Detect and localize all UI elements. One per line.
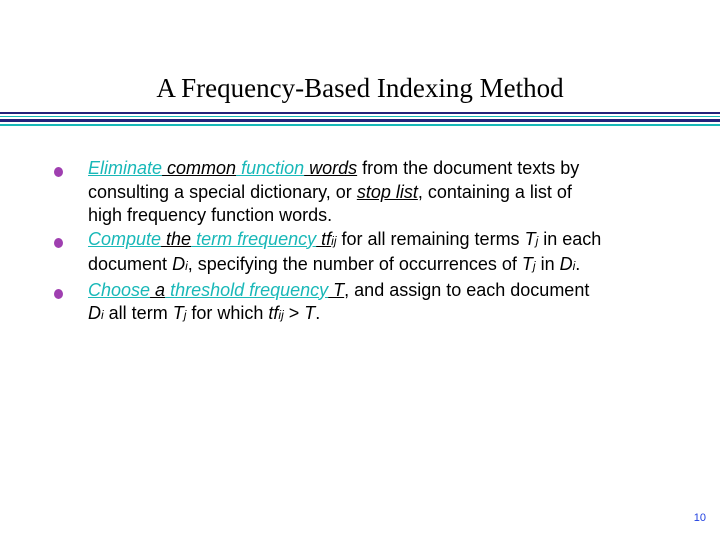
- text: , specifying the number of occurrences of: [187, 254, 522, 274]
- bullet-dot-icon: [54, 289, 63, 299]
- bullet-2-line-2: [88, 253, 694, 279]
- keyword-term-frequency: term frequency: [191, 228, 317, 249]
- text: for all remaining terms: [336, 228, 525, 249]
- keyword-compute: Compute: [88, 228, 162, 249]
- subscript: j: [183, 308, 187, 322]
- keyword-threshold-frequency: threshold frequency: [165, 279, 329, 300]
- keyword-common: common: [162, 158, 237, 178]
- bullet-1-line-1: [88, 157, 694, 181]
- text: .: [315, 303, 321, 323]
- text: document: [88, 254, 173, 274]
- rule-dark-1: [0, 112, 720, 114]
- page-number: 10: [693, 512, 706, 524]
- keyword-choose: Choose: [88, 279, 151, 300]
- text: consulting a special dictionary, or: [88, 181, 357, 202]
- subscript: j: [535, 233, 539, 248]
- rule-teal-2: [0, 124, 720, 126]
- keyword-a: a: [150, 279, 166, 300]
- slide-title: A Frequency-Based Indexing Method: [156, 73, 564, 103]
- text: .: [575, 254, 581, 274]
- keyword-T: T: [328, 279, 345, 300]
- text: from the document texts by: [357, 158, 580, 178]
- symbol-D: D: [172, 254, 186, 274]
- text: all term: [103, 303, 173, 323]
- symbol-T: T: [172, 303, 184, 323]
- symbol-D: D: [88, 303, 101, 323]
- bullet-dot-icon: [54, 167, 63, 177]
- text: in: [535, 254, 560, 274]
- bullet-item-choose: [54, 279, 694, 328]
- text: , and assign to each document: [344, 279, 590, 300]
- bullet-1-line-2: [88, 181, 694, 205]
- symbol-T: T: [521, 254, 533, 274]
- bullet-3-line-2: [88, 302, 694, 328]
- subscript: j: [532, 259, 536, 273]
- keyword-eliminate: Eliminate: [88, 158, 163, 178]
- bullet-list: [54, 157, 694, 328]
- keyword-stop-list: stop list: [356, 181, 418, 202]
- symbol-tf: tf: [268, 303, 279, 323]
- text: for which: [186, 303, 269, 323]
- subscript: i: [572, 259, 576, 273]
- text: , containing a list of: [417, 181, 572, 202]
- rule-dark-2: [0, 119, 720, 122]
- subscript: i: [185, 259, 188, 273]
- keyword-the: the: [161, 228, 192, 249]
- subscript: i: [101, 308, 104, 322]
- bullet-dot-icon: [54, 238, 63, 248]
- symbol-T: T: [524, 228, 536, 249]
- rule-teal-1: [0, 116, 720, 117]
- bullet-item-eliminate: [54, 157, 694, 228]
- keyword-function: function: [236, 158, 305, 178]
- symbol-D: D: [559, 254, 573, 274]
- bullet-1-line-3: high frequency function words.: [88, 205, 333, 225]
- bullet-item-compute: [54, 228, 694, 279]
- subscript: ij: [278, 308, 284, 322]
- symbol-T: T: [304, 303, 316, 323]
- keyword-words: words: [304, 158, 358, 178]
- bullet-2-line-1: [88, 228, 694, 254]
- bullet-3-line-1: [88, 279, 694, 303]
- keyword-tf: tfij: [316, 228, 337, 249]
- text: in each: [538, 228, 602, 249]
- text: >: [283, 303, 305, 323]
